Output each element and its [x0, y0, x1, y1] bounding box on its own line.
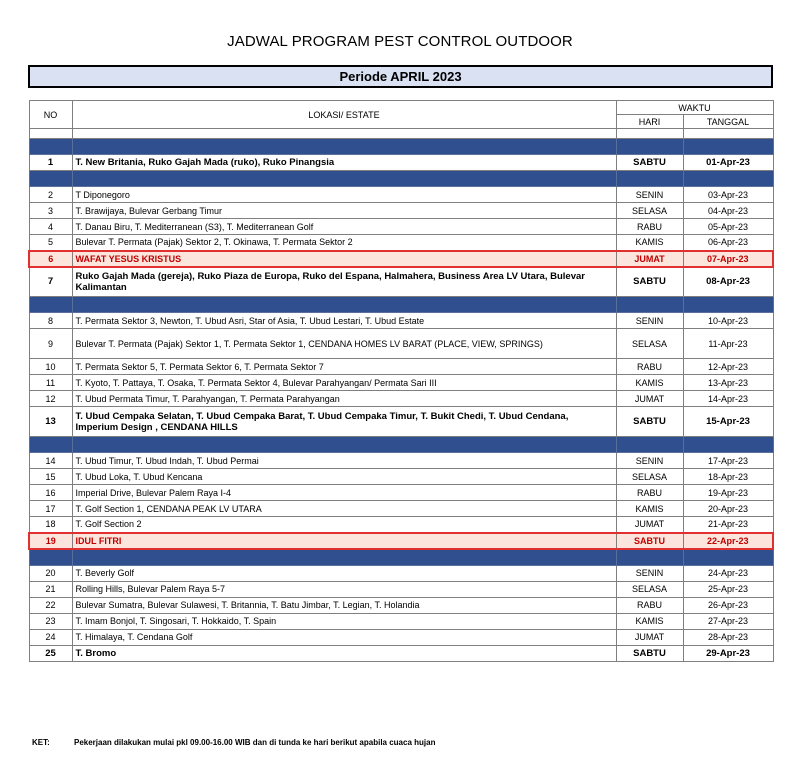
row-hari: KAMIS	[616, 501, 683, 517]
row-hari: SABTU	[616, 645, 683, 661]
row-no: 16	[29, 485, 72, 501]
row-tanggal: 27-Apr-23	[683, 613, 773, 629]
row-tanggal: 11-Apr-23	[683, 329, 773, 359]
separator-row	[29, 297, 773, 313]
separator-row	[29, 171, 773, 187]
table-row	[29, 501, 773, 517]
row-no: 17	[29, 501, 72, 517]
row-hari: SELASA	[616, 469, 683, 485]
row-lokasi: T. Danau Biru, T. Mediterranean (S3), T. Mediterranean Golf	[72, 219, 616, 235]
table-row	[29, 407, 773, 437]
row-no: 6	[29, 251, 72, 267]
schedule-body	[29, 139, 773, 662]
row-hari: SENIN	[616, 565, 683, 581]
row-lokasi: T. Ubud Permata Timur, T. Parahyangan, T. Permata Parahyangan	[72, 391, 616, 407]
row-lokasi: T. Golf Section 2	[72, 517, 616, 533]
row-hari: SABTU	[616, 267, 683, 297]
separator-cell	[72, 437, 616, 453]
row-hari: SABTU	[616, 533, 683, 549]
holiday-row	[29, 533, 773, 549]
row-tanggal: 24-Apr-23	[683, 565, 773, 581]
row-hari: KAMIS	[616, 613, 683, 629]
row-lokasi: T. Imam Bonjol, T. Singosari, T. Hokkaido, T. Spain	[72, 613, 616, 629]
table-row	[29, 235, 773, 251]
separator-cell	[616, 297, 683, 313]
row-tanggal: 19-Apr-23	[683, 485, 773, 501]
row-tanggal: 26-Apr-23	[683, 597, 773, 613]
row-no: 21	[29, 581, 72, 597]
row-no: 23	[29, 613, 72, 629]
row-lokasi: T. Kyoto, T. Pattaya, T. Osaka, T. Permata Sektor 4, Bulevar Parahyangan/ Permata Sari III	[72, 375, 616, 391]
header-hari: HARI	[616, 115, 683, 129]
row-tanggal: 04-Apr-23	[683, 203, 773, 219]
ket-label: KET:	[32, 738, 50, 747]
separator-cell	[72, 171, 616, 187]
table-row	[29, 613, 773, 629]
row-no: 11	[29, 375, 72, 391]
row-hari: SENIN	[616, 187, 683, 203]
ket-note: Pekerjaan dilakukan mulai pkl 09.00-16.00 WIB dan di tunda ke hari berikut apabila cuaca hujan	[74, 738, 436, 747]
row-lokasi: WAFAT YESUS KRISTUS	[72, 251, 616, 267]
schedule-table	[28, 100, 774, 662]
row-no: 5	[29, 235, 72, 251]
row-no: 22	[29, 597, 72, 613]
table-row	[29, 645, 773, 661]
separator-cell	[683, 171, 773, 187]
row-hari: SABTU	[616, 155, 683, 171]
row-lokasi: T. Ubud Loka, T. Ubud Kencana	[72, 469, 616, 485]
row-lokasi: T. Ubud Cempaka Selatan, T. Ubud Cempaka Barat, T. Ubud Cempaka Timur, T. Bukit Chedi, T. Ubud Cendana, Imperium Design , CENDANA HILLS	[72, 407, 616, 437]
row-tanggal: 22-Apr-23	[683, 533, 773, 549]
row-no: 13	[29, 407, 72, 437]
row-tanggal: 15-Apr-23	[683, 407, 773, 437]
row-lokasi: T. Brawijaya, Bulevar Gerbang Timur	[72, 203, 616, 219]
row-no: 4	[29, 219, 72, 235]
table-row	[29, 359, 773, 375]
table-row	[29, 453, 773, 469]
header-tanggal: TANGGAL	[683, 115, 773, 129]
separator-cell	[683, 139, 773, 155]
row-lokasi: Bulevar T. Permata (Pajak) Sektor 2, T. Okinawa, T. Permata Sektor 2	[72, 235, 616, 251]
separator-cell	[29, 139, 72, 155]
table-row	[29, 187, 773, 203]
row-lokasi: Imperial Drive, Bulevar Palem Raya I-4	[72, 485, 616, 501]
table-row	[29, 565, 773, 581]
table-row	[29, 219, 773, 235]
row-tanggal: 07-Apr-23	[683, 251, 773, 267]
document-title: JADWAL PROGRAM PEST CONTROL OUTDOOR	[227, 33, 573, 50]
row-no: 18	[29, 517, 72, 533]
row-tanggal: 01-Apr-23	[683, 155, 773, 171]
row-no: 25	[29, 645, 72, 661]
row-lokasi: Bulevar T. Permata (Pajak) Sektor 1, T. Permata Sektor 1, CENDANA HOMES LV BARAT (PLACE, VIEW, SPRINGS)	[72, 329, 616, 359]
row-no: 19	[29, 533, 72, 549]
row-hari: SENIN	[616, 453, 683, 469]
row-lokasi: IDUL FITRI	[72, 533, 616, 549]
row-lokasi: Bulevar Sumatra, Bulevar Sulawesi, T. Britannia, T. Batu Jimbar, T. Legian, T. Holandia	[72, 597, 616, 613]
row-tanggal: 25-Apr-23	[683, 581, 773, 597]
separator-cell	[72, 297, 616, 313]
row-lokasi: T Diponegoro	[72, 187, 616, 203]
separator-cell	[72, 139, 616, 155]
table-row	[29, 485, 773, 501]
table-row	[29, 329, 773, 359]
row-tanggal: 10-Apr-23	[683, 313, 773, 329]
row-tanggal: 03-Apr-23	[683, 187, 773, 203]
row-hari: JUMAT	[616, 391, 683, 407]
row-hari: RABU	[616, 485, 683, 501]
table-row	[29, 267, 773, 297]
row-tanggal: 20-Apr-23	[683, 501, 773, 517]
row-lokasi: Ruko Gajah Mada (gereja), Ruko Piaza de Europa, Ruko del Espana, Halmahera, Business Area LV Utara, Bulevar Kalimantan	[72, 267, 616, 297]
separator-cell	[29, 297, 72, 313]
row-lokasi: T. Golf Section 1, CENDANA PEAK LV UTARA	[72, 501, 616, 517]
periode-banner: Periode APRIL 2023	[28, 65, 773, 88]
row-hari: SELASA	[616, 329, 683, 359]
separator-cell	[616, 437, 683, 453]
table-row	[29, 469, 773, 485]
row-lokasi: Rolling Hills, Bulevar Palem Raya 5-7	[72, 581, 616, 597]
row-no: 2	[29, 187, 72, 203]
table-row	[29, 517, 773, 533]
row-tanggal: 06-Apr-23	[683, 235, 773, 251]
separator-row	[29, 549, 773, 566]
separator-cell	[616, 171, 683, 187]
table-row	[29, 391, 773, 407]
separator-cell	[29, 171, 72, 187]
header-waktu: WAKTU	[616, 101, 773, 115]
row-tanggal: 08-Apr-23	[683, 267, 773, 297]
separator-cell	[683, 297, 773, 313]
holiday-row	[29, 251, 773, 267]
row-tanggal: 28-Apr-23	[683, 629, 773, 645]
header-no: NO	[29, 101, 72, 129]
row-hari: RABU	[616, 597, 683, 613]
row-hari: JUMAT	[616, 251, 683, 267]
row-lokasi: T. Himalaya, T. Cendana Golf	[72, 629, 616, 645]
row-hari: SABTU	[616, 407, 683, 437]
row-no: 15	[29, 469, 72, 485]
row-no: 14	[29, 453, 72, 469]
row-no: 1	[29, 155, 72, 171]
row-lokasi: T. Ubud Timur, T. Ubud Indah, T. Ubud Permai	[72, 453, 616, 469]
table-row	[29, 629, 773, 645]
header-lokasi: LOKASI/ ESTATE	[72, 101, 616, 129]
row-tanggal: 21-Apr-23	[683, 517, 773, 533]
row-no: 10	[29, 359, 72, 375]
row-lokasi: T. Permata Sektor 3, Newton, T. Ubud Asri, Star of Asia, T. Ubud Lestari, T. Ubud Estate	[72, 313, 616, 329]
row-lokasi: T. New Britania, Ruko Gajah Mada (ruko), Ruko Pinangsia	[72, 155, 616, 171]
row-no: 9	[29, 329, 72, 359]
row-hari: SELASA	[616, 203, 683, 219]
row-lokasi: T. Beverly Golf	[72, 565, 616, 581]
table-row	[29, 155, 773, 171]
row-tanggal: 05-Apr-23	[683, 219, 773, 235]
separator-row	[29, 437, 773, 453]
row-hari: JUMAT	[616, 629, 683, 645]
separator-cell	[683, 549, 773, 566]
row-no: 20	[29, 565, 72, 581]
row-no: 24	[29, 629, 72, 645]
table-row	[29, 313, 773, 329]
row-tanggal: 18-Apr-23	[683, 469, 773, 485]
row-lokasi: T. Permata Sektor 5, T. Permata Sektor 6, T. Permata Sektor 7	[72, 359, 616, 375]
separator-cell	[616, 549, 683, 566]
row-hari: KAMIS	[616, 235, 683, 251]
row-lokasi: T. Bromo	[72, 645, 616, 661]
row-no: 3	[29, 203, 72, 219]
row-hari: SENIN	[616, 313, 683, 329]
table-row	[29, 597, 773, 613]
table-row	[29, 203, 773, 219]
separator-row	[29, 139, 773, 155]
separator-cell	[616, 139, 683, 155]
row-tanggal: 29-Apr-23	[683, 645, 773, 661]
row-tanggal: 13-Apr-23	[683, 375, 773, 391]
separator-cell	[683, 437, 773, 453]
row-no: 12	[29, 391, 72, 407]
separator-cell	[29, 549, 72, 566]
row-hari: RABU	[616, 359, 683, 375]
row-hari: JUMAT	[616, 517, 683, 533]
separator-cell	[72, 549, 616, 566]
table-row	[29, 581, 773, 597]
row-hari: RABU	[616, 219, 683, 235]
row-hari: SELASA	[616, 581, 683, 597]
row-tanggal: 14-Apr-23	[683, 391, 773, 407]
row-no: 8	[29, 313, 72, 329]
row-no: 7	[29, 267, 72, 297]
row-hari: KAMIS	[616, 375, 683, 391]
table-row	[29, 375, 773, 391]
row-tanggal: 12-Apr-23	[683, 359, 773, 375]
row-tanggal: 17-Apr-23	[683, 453, 773, 469]
separator-cell	[29, 437, 72, 453]
